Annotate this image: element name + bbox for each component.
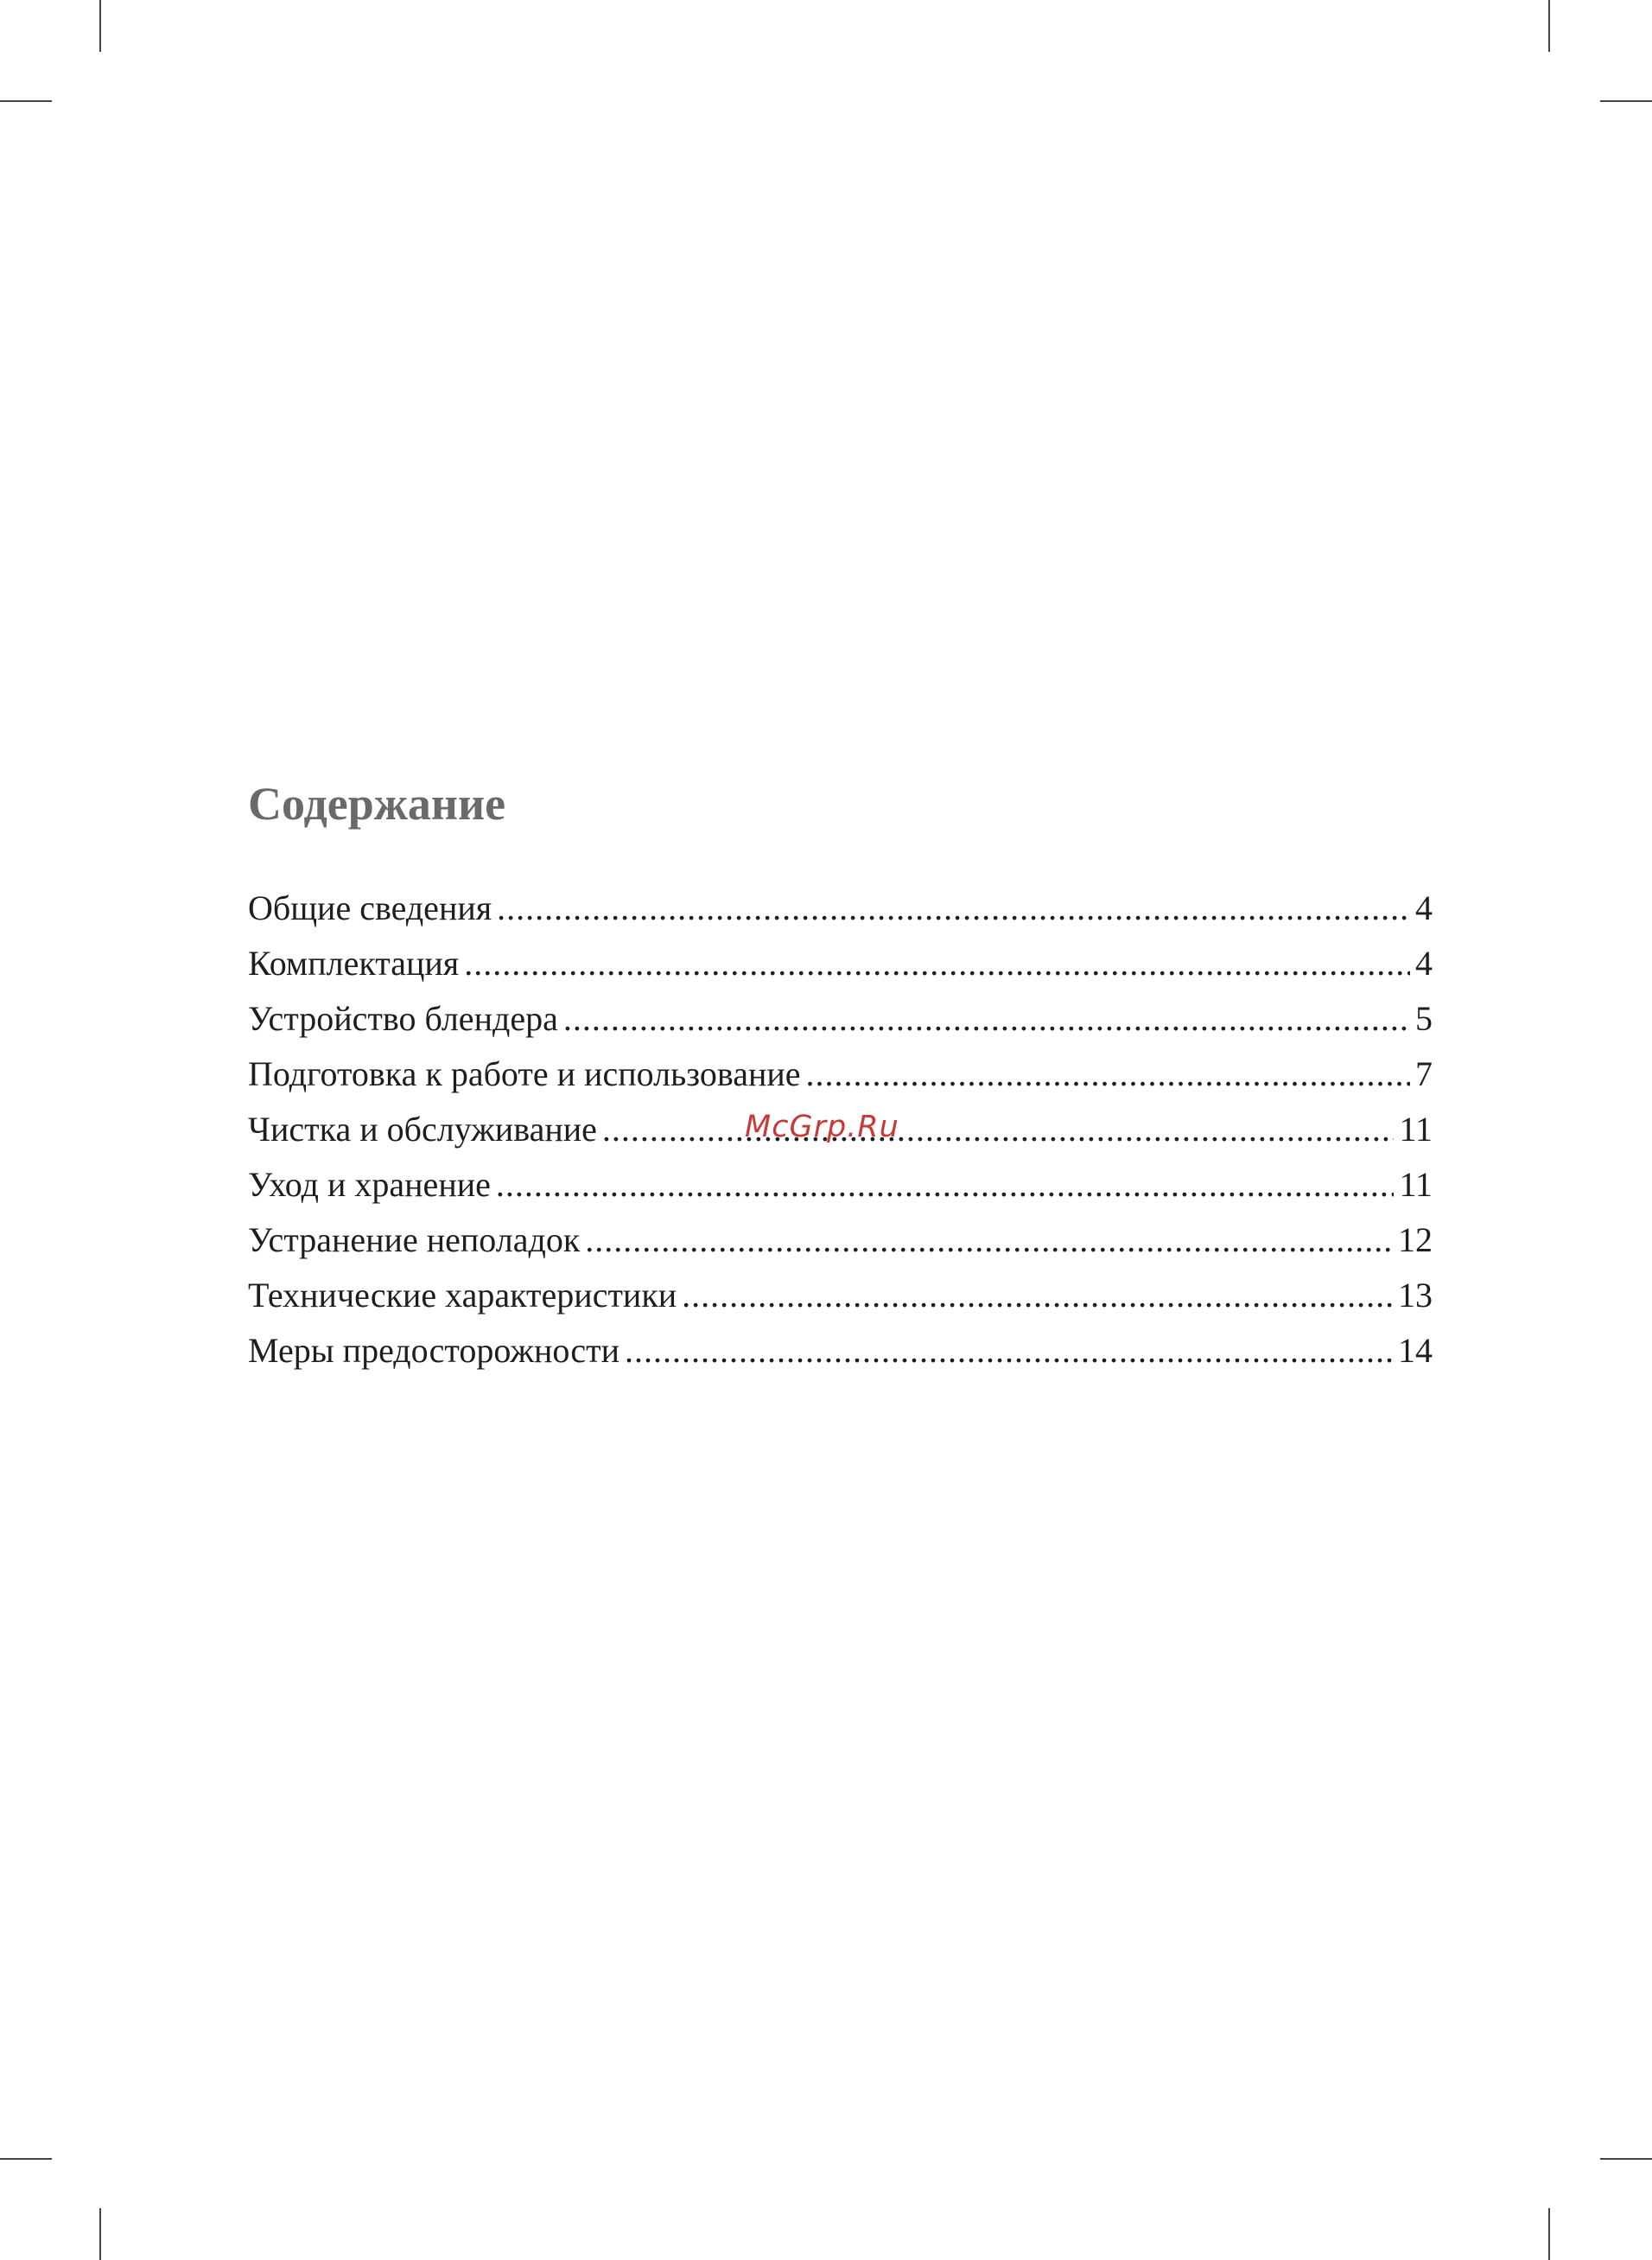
crop-mark-top-right-horizontal bbox=[1600, 100, 1652, 102]
toc-entry-page: 7 bbox=[1415, 1054, 1433, 1093]
toc-entry-page: 4 bbox=[1415, 888, 1433, 927]
crop-mark-top-left-horizontal bbox=[0, 100, 52, 102]
toc-leader-dots bbox=[464, 936, 1410, 991]
toc-leader-dots bbox=[625, 1323, 1393, 1378]
toc-entry-label: Устройство блендера bbox=[248, 999, 558, 1038]
toc-entry-page: 12 bbox=[1398, 1220, 1433, 1259]
toc-leader-dots bbox=[602, 1102, 1395, 1157]
toc-entry-label: Комплектация bbox=[248, 944, 460, 983]
toc-entry[interactable] bbox=[248, 1323, 1433, 1378]
crop-mark-top-right-vertical bbox=[1548, 0, 1550, 52]
crop-mark-bottom-left-horizontal bbox=[0, 2158, 52, 2160]
toc-leader-dots bbox=[496, 1157, 1395, 1213]
watermark-text: McGrp.Ru bbox=[745, 1110, 899, 1144]
toc-entry-label: Меры предосторожности bbox=[248, 1331, 620, 1370]
toc-entry[interactable] bbox=[248, 1268, 1433, 1323]
crop-mark-bottom-left-vertical bbox=[99, 2208, 101, 2260]
toc-entry[interactable] bbox=[248, 936, 1433, 991]
toc-entry-label: Общие сведения bbox=[248, 888, 492, 927]
crop-mark-bottom-right-vertical bbox=[1548, 2208, 1550, 2260]
toc-entry-label: Чистка и обслуживание bbox=[248, 1110, 597, 1149]
toc-entry-label: Уход и хранение bbox=[248, 1165, 491, 1204]
toc-leader-dots bbox=[563, 991, 1410, 1047]
toc-leader-dots bbox=[806, 1047, 1410, 1102]
toc-leader-dots bbox=[585, 1213, 1393, 1268]
toc-entry[interactable] bbox=[248, 881, 1433, 936]
toc-leader-dots bbox=[497, 881, 1410, 936]
toc-entry[interactable] bbox=[248, 1157, 1433, 1213]
toc-entry-label: Подготовка к работе и использование bbox=[248, 1054, 801, 1093]
toc-entry[interactable] bbox=[248, 1213, 1433, 1268]
toc-entry[interactable] bbox=[248, 991, 1433, 1047]
toc-entry-label: Технические характеристики bbox=[248, 1276, 677, 1315]
toc-entry[interactable] bbox=[248, 1047, 1433, 1102]
toc-entry-page: 11 bbox=[1399, 1165, 1433, 1204]
toc-title: Содержание bbox=[248, 778, 506, 830]
toc-entry-page: 14 bbox=[1398, 1331, 1433, 1370]
toc-entry-page: 4 bbox=[1415, 944, 1433, 983]
toc-entry-label: Устранение неполадок bbox=[248, 1220, 581, 1259]
toc-leader-dots bbox=[682, 1268, 1393, 1323]
toc-entry-page: 13 bbox=[1398, 1276, 1433, 1315]
table-of-contents bbox=[248, 773, 1433, 1378]
toc-entry-page: 5 bbox=[1415, 999, 1433, 1038]
toc-entry-page: 11 bbox=[1399, 1110, 1433, 1149]
crop-mark-top-left-vertical bbox=[99, 0, 101, 52]
crop-mark-bottom-right-horizontal bbox=[1600, 2158, 1652, 2160]
